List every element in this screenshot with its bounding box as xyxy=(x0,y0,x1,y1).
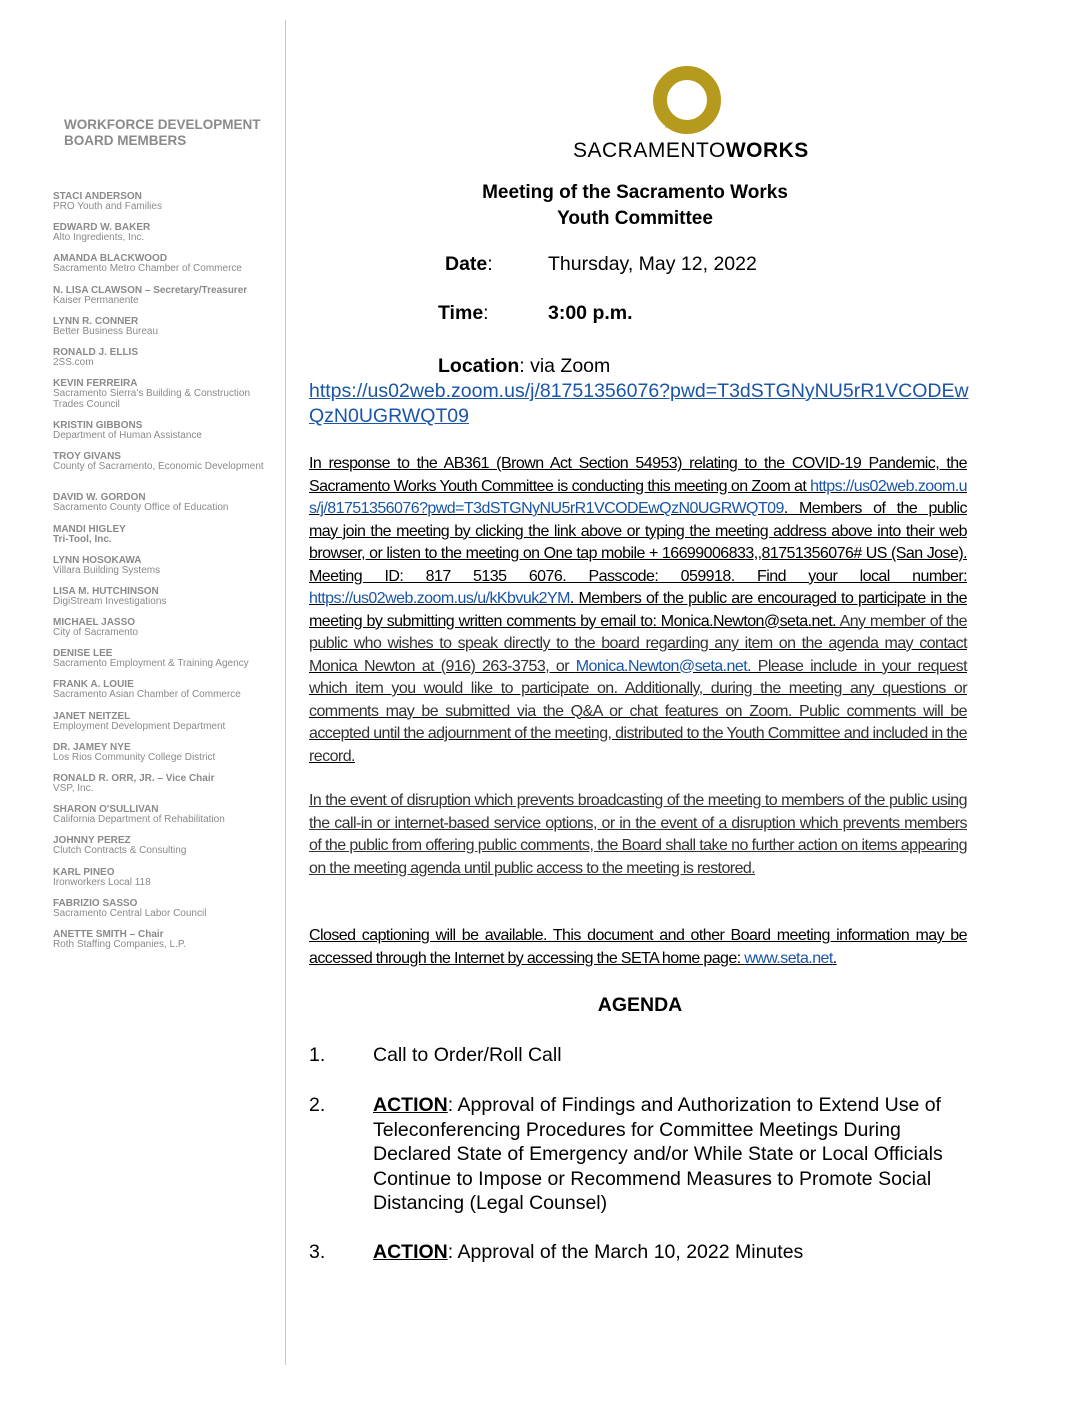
logo-wordmark: SACRAMENTOWORKS xyxy=(573,139,809,162)
board-member: LISA M. HUTCHINSON DigiStream Investigations xyxy=(53,585,167,607)
seta-website-link[interactable]: www.seta.net xyxy=(744,949,833,967)
board-member: SHARON O'SULLIVAN California Department of Rehabilitation xyxy=(53,804,225,826)
meeting-title: Meeting of the Sacramento Works Youth Committee xyxy=(482,182,788,229)
board-member: LYNN HOSOKAWA Villara Building Systems xyxy=(53,554,161,576)
board-member: MANDI HIGLEY Tri-Tool, Inc. xyxy=(53,523,126,545)
board-member: FRANK A. LOUIE Sacramento Asian Chamber of Commerce xyxy=(53,679,241,701)
covid-notice-paragraph: In response to the AB361 (Brown Act Section 54953) relating to the COVID-19 Pandemic, the Sacramento Works Youth Committee is conducting this meeting on Zoom at https://us02web.zoom.us/j/81751356076?pwd=T3dSTGNyNU5rR1VCODEwQzN0UGRWQT09. Members of the public may join the meeting by clicking the link above or typing the meeting address above into their web browser, or listen to the meeting on One tap mobile + 16699006833,,81751356076# US (San Jose). Meeting ID: 817 5135 6076. Passcode: 059918. Find your local number: https://us02web.zoom.us/u/kKbvuk2YM. Members of the public are encouraged to participate in the meeting by submitting written comments by email to: Monica.Newton@seta.net. Any member of the public who wishes to speak directly to the board regarding any item on the agenda may contact Monica Newton at (916) 263-3753, or Monica.Newton@seta.net. Please include in your request which item you would like to participate on. Additionally, during the meeting any questions or comments may be submitted via the Q&A or chat features on Zoom. Public comments will be accepted until the adjournment of the meeting, distributed to the Youth Committee and included in the record. xyxy=(309,455,967,765)
sidebar-divider xyxy=(285,20,286,1365)
location-line: Location: via Zoom xyxy=(438,355,611,377)
board-member: KRISTIN GIBBONS Department of Human Assistance xyxy=(53,419,202,441)
time-value: 3:00 p.m. xyxy=(548,302,633,324)
board-member: TROY GIVANS County of Sacramento, Economic Development xyxy=(53,450,264,472)
sacramento-works-logo xyxy=(573,62,809,162)
logo-ring-icon xyxy=(573,62,801,142)
time-label: Time: xyxy=(438,302,489,324)
board-member: KARL PINEO Ironworkers Local 118 xyxy=(53,866,151,888)
board-member: AMANDA BLACKWOOD Sacramento Metro Chamber of Commerce xyxy=(53,253,242,275)
board-members-sidebar xyxy=(0,0,285,1408)
board-members-heading: WORKFORCE DEVELOPMENT BOARD MEMBERS xyxy=(64,117,261,148)
board-member: JANET NEITZEL Employment Development Department xyxy=(53,710,226,732)
board-member: MICHAEL JASSO City of Sacramento xyxy=(53,617,139,639)
zoom-meeting-link[interactable]: https://us02web.zoom.us/j/81751356076?pwd=T3dSTGNyNU5rR1VCODEwQzN0UGRWQT09 xyxy=(309,380,969,427)
zoom-link-inline[interactable]: https://us02web.zoom.us/j/81751356076?pwd=T3dSTGNyNU5rR1VCODEwQzN0UGRWQT09 xyxy=(309,477,967,517)
disruption-paragraph: In the event of disruption which prevents broadcasting of the meeting to members of the public using the call-in or internet-based service options, or in the event of a disruption which prevents members of the public from offering public comments, the Board shall take no further action on items appearing on the meeting agenda until public access to the meeting is restored. xyxy=(309,792,967,877)
board-member: DENISE LEE Sacramento Employment & Training Agency xyxy=(53,648,249,670)
board-member: DR. JAMEY NYE Los Rios Community College District xyxy=(53,741,216,763)
board-member: RONALD R. ORR, JR. – Vice Chair VSP, Inc. xyxy=(53,773,215,794)
board-member: STACI ANDERSON PRO Youth and Families xyxy=(53,191,162,212)
board-member: KEVIN FERREIRA Sacramento Sierra's Building & Construction Trades Council xyxy=(53,378,251,410)
captioning-paragraph: Closed captioning will be available. This document and other Board meeting information may be accessed through the Internet by accessing the SETA home page: www.seta.net. xyxy=(309,927,967,967)
board-member: EDWARD W. BAKER Alto Ingredients, Inc. xyxy=(53,222,151,244)
date-label: Date: xyxy=(445,253,493,275)
local-number-link[interactable]: https://us02web.zoom.us/u/kKbvuk2YM xyxy=(309,590,570,607)
board-member: DAVID W. GORDON Sacramento County Office of Education xyxy=(53,492,229,514)
board-members-list xyxy=(53,191,278,960)
board-member: N. LISA CLAWSON – Secretary/Treasurer Kaiser Permanente xyxy=(53,284,248,306)
board-member: FABRIZIO SASSO Sacramento Central Labor Council xyxy=(53,897,207,919)
email-link[interactable]: Monica.Newton@seta.net xyxy=(575,657,748,675)
board-member: LYNN R. CONNER Better Business Bureau xyxy=(53,315,159,337)
board-member: RONALD J. ELLIS 2SS.com xyxy=(53,346,139,368)
board-member: ANETTE SMITH – Chair Roth Staffing Companies, L.P. xyxy=(53,928,187,950)
agenda-heading: AGENDA xyxy=(597,994,683,1016)
date-value: Thursday, May 12, 2022 xyxy=(548,253,757,275)
board-member: JOHNNY PEREZ Clutch Contracts & Consulting xyxy=(53,835,187,857)
